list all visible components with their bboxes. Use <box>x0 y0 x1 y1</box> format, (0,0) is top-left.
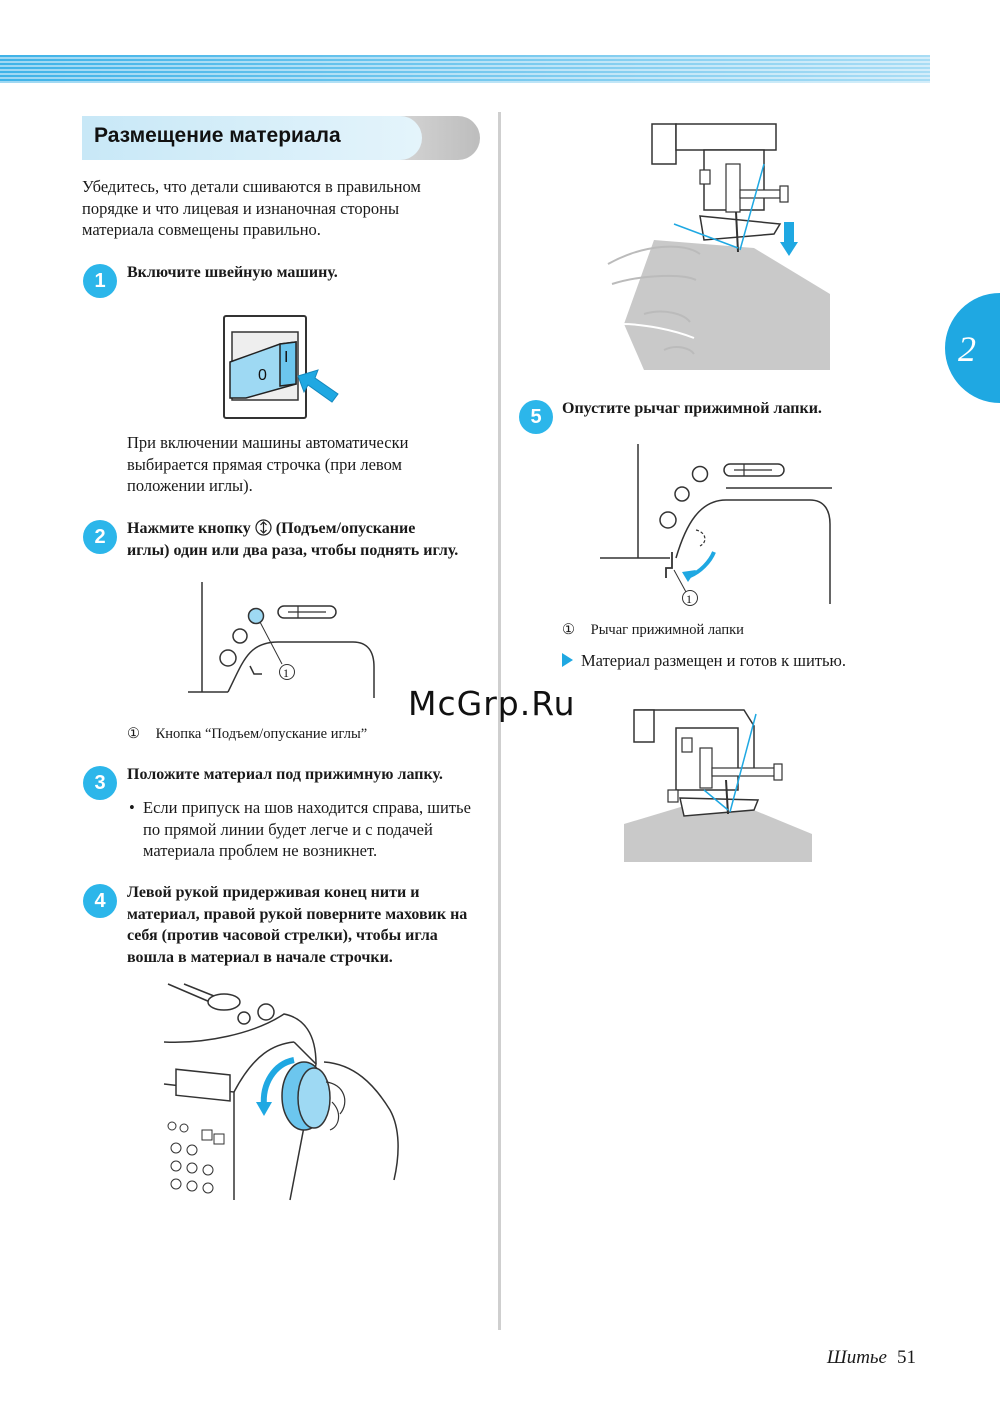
svg-text:1: 1 <box>283 666 289 680</box>
step-1-badge: 1 <box>83 264 117 298</box>
step-2-badge: 2 <box>83 520 117 554</box>
watermark: McGrp.Ru <box>408 684 576 723</box>
step-1-note: При включении машины автоматически выбирается прямая строчка (при левом положении иглы). <box>127 433 409 495</box>
power-switch-illustration <box>222 314 342 422</box>
step-5-result-text: Материал размещен и готов к шитью. <box>581 651 846 670</box>
presser-lever-illustration <box>600 444 836 610</box>
switch-label-off: 0 <box>258 367 267 384</box>
step-2-caption-text: Кнопка “Подъем/опускание иглы” <box>155 726 368 742</box>
step-5-caption-marker: ① <box>562 622 575 638</box>
svg-text:1: 1 <box>686 592 692 606</box>
step-4-badge: 4 <box>83 884 117 918</box>
step-3-title: Положите материал под прижимную лапку. <box>127 766 443 783</box>
header-band <box>0 55 930 83</box>
step-2-caption-marker: ① <box>127 726 140 742</box>
step-5-caption-text: Рычаг прижимной лапки <box>590 622 744 638</box>
lowered-foot-illustration <box>624 710 812 862</box>
step-3-bullet: Если припуск на шов находится справа, шитье по прямой линии будет легче и с подачей материала проблем не возникнет. <box>143 798 471 860</box>
step-5-badge: 5 <box>519 400 553 434</box>
needle-position-icon <box>255 519 272 536</box>
step-3-badge: 3 <box>83 766 117 800</box>
step-4-title: Левой рукой придерживая конец нити и материал, правой рукой поверните маховик на себя (против часовой стрелки), чтобы игла вошла в материал в начале строчки. <box>127 884 468 966</box>
step-5-result <box>562 650 846 672</box>
step-2-title-part3: иглы) один или два раза, чтобы поднять иглу. <box>127 541 459 559</box>
section-title: Размещение материала <box>94 124 341 147</box>
step-2-title <box>127 518 497 561</box>
page-number: 51 <box>897 1347 916 1368</box>
step-5-title: Опустите рычаг прижимной лапки. <box>562 400 822 417</box>
step-3-bullet-dot: • <box>129 798 135 817</box>
step-2-title-part2: (Подъем/опускание <box>275 520 416 537</box>
intro-paragraph: Убедитесь, что детали сшиваются в правильном порядке и что лицевая и изнаночная стороны материала совмещены правильно. <box>82 177 421 239</box>
step-5-caption <box>562 622 744 639</box>
chapter-number: 2 <box>958 329 976 369</box>
needle-button-illustration <box>188 582 388 698</box>
page-footer <box>827 1347 916 1369</box>
needle-into-fabric-illustration <box>604 124 834 374</box>
step-2-caption <box>127 726 367 743</box>
result-arrow-icon <box>562 653 573 667</box>
footer-section: Шитье <box>826 1347 887 1368</box>
switch-label-on: I <box>284 349 289 366</box>
handwheel-illustration <box>164 984 404 1200</box>
step-1-title: Включите швейную машину. <box>127 264 338 281</box>
step-2-title-part1: Нажмите кнопку <box>127 520 251 537</box>
